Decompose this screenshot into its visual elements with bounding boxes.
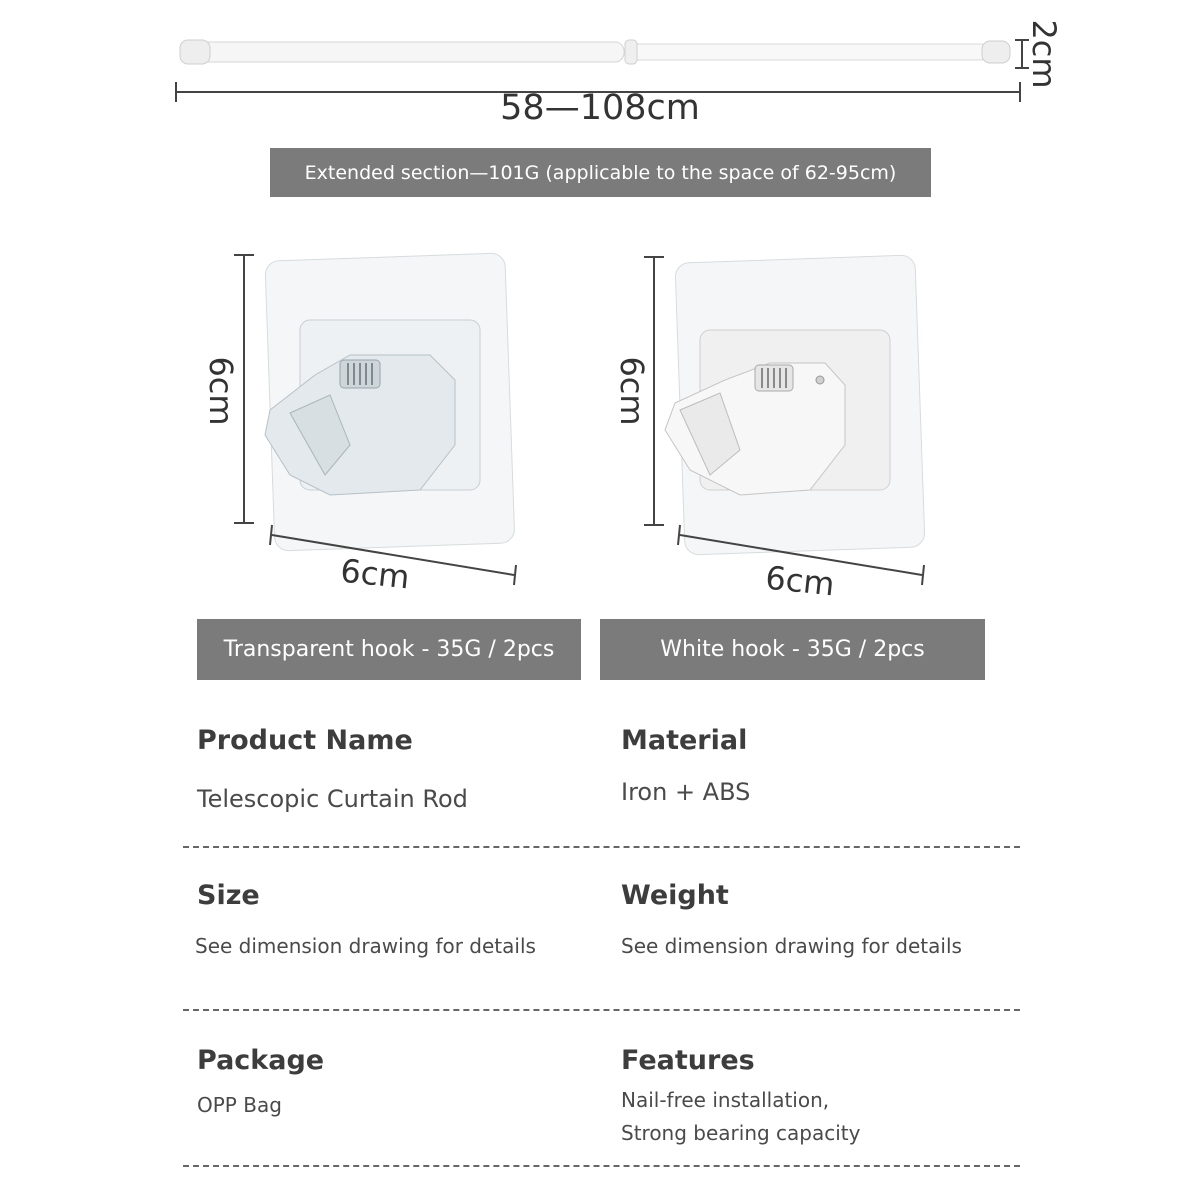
- rod-length-label: 58—108cm: [500, 88, 700, 128]
- transparent-hook-drawing: [230, 245, 530, 595]
- white-hook-height-label: 6cm: [613, 356, 651, 426]
- white-hook-drawing: [640, 245, 940, 605]
- white-hook-width-label: 6cm: [763, 558, 837, 604]
- transparent-hook-width-label: 6cm: [338, 551, 412, 597]
- extended-section-banner: [270, 148, 931, 197]
- package-title: Package: [197, 1045, 325, 1076]
- package-value: OPP Bag: [197, 1093, 282, 1117]
- divider-2: [183, 1009, 1020, 1011]
- material-value: Iron + ABS: [621, 778, 751, 806]
- divider-3: [183, 1165, 1020, 1167]
- product-name-value: Telescopic Curtain Rod: [197, 785, 468, 813]
- white-hook-caption-text: White hook - 35G / 2pcs: [660, 637, 925, 662]
- divider-1: [183, 846, 1020, 848]
- white-hook-caption: [600, 619, 985, 680]
- features-value-line1: Nail-free installation,: [621, 1088, 830, 1112]
- material-title: Material: [621, 725, 748, 756]
- transparent-hook-caption-text: Transparent hook - 35G / 2pcs: [223, 637, 555, 662]
- size-title: Size: [197, 880, 260, 911]
- features-value-line2: Strong bearing capacity: [621, 1121, 861, 1145]
- features-title: Features: [621, 1045, 755, 1076]
- size-value: See dimension drawing for details: [195, 934, 536, 958]
- rod-diameter-label: 2cm: [1025, 19, 1063, 89]
- product-name-title: Product Name: [197, 725, 413, 756]
- transparent-hook-height-label: 6cm: [202, 356, 240, 426]
- weight-value: See dimension drawing for details: [621, 934, 962, 958]
- transparent-hook-caption: [197, 619, 581, 680]
- weight-title: Weight: [621, 880, 729, 911]
- extended-section-text: Extended section—101G (applicable to the space of 62-95cm): [304, 161, 897, 184]
